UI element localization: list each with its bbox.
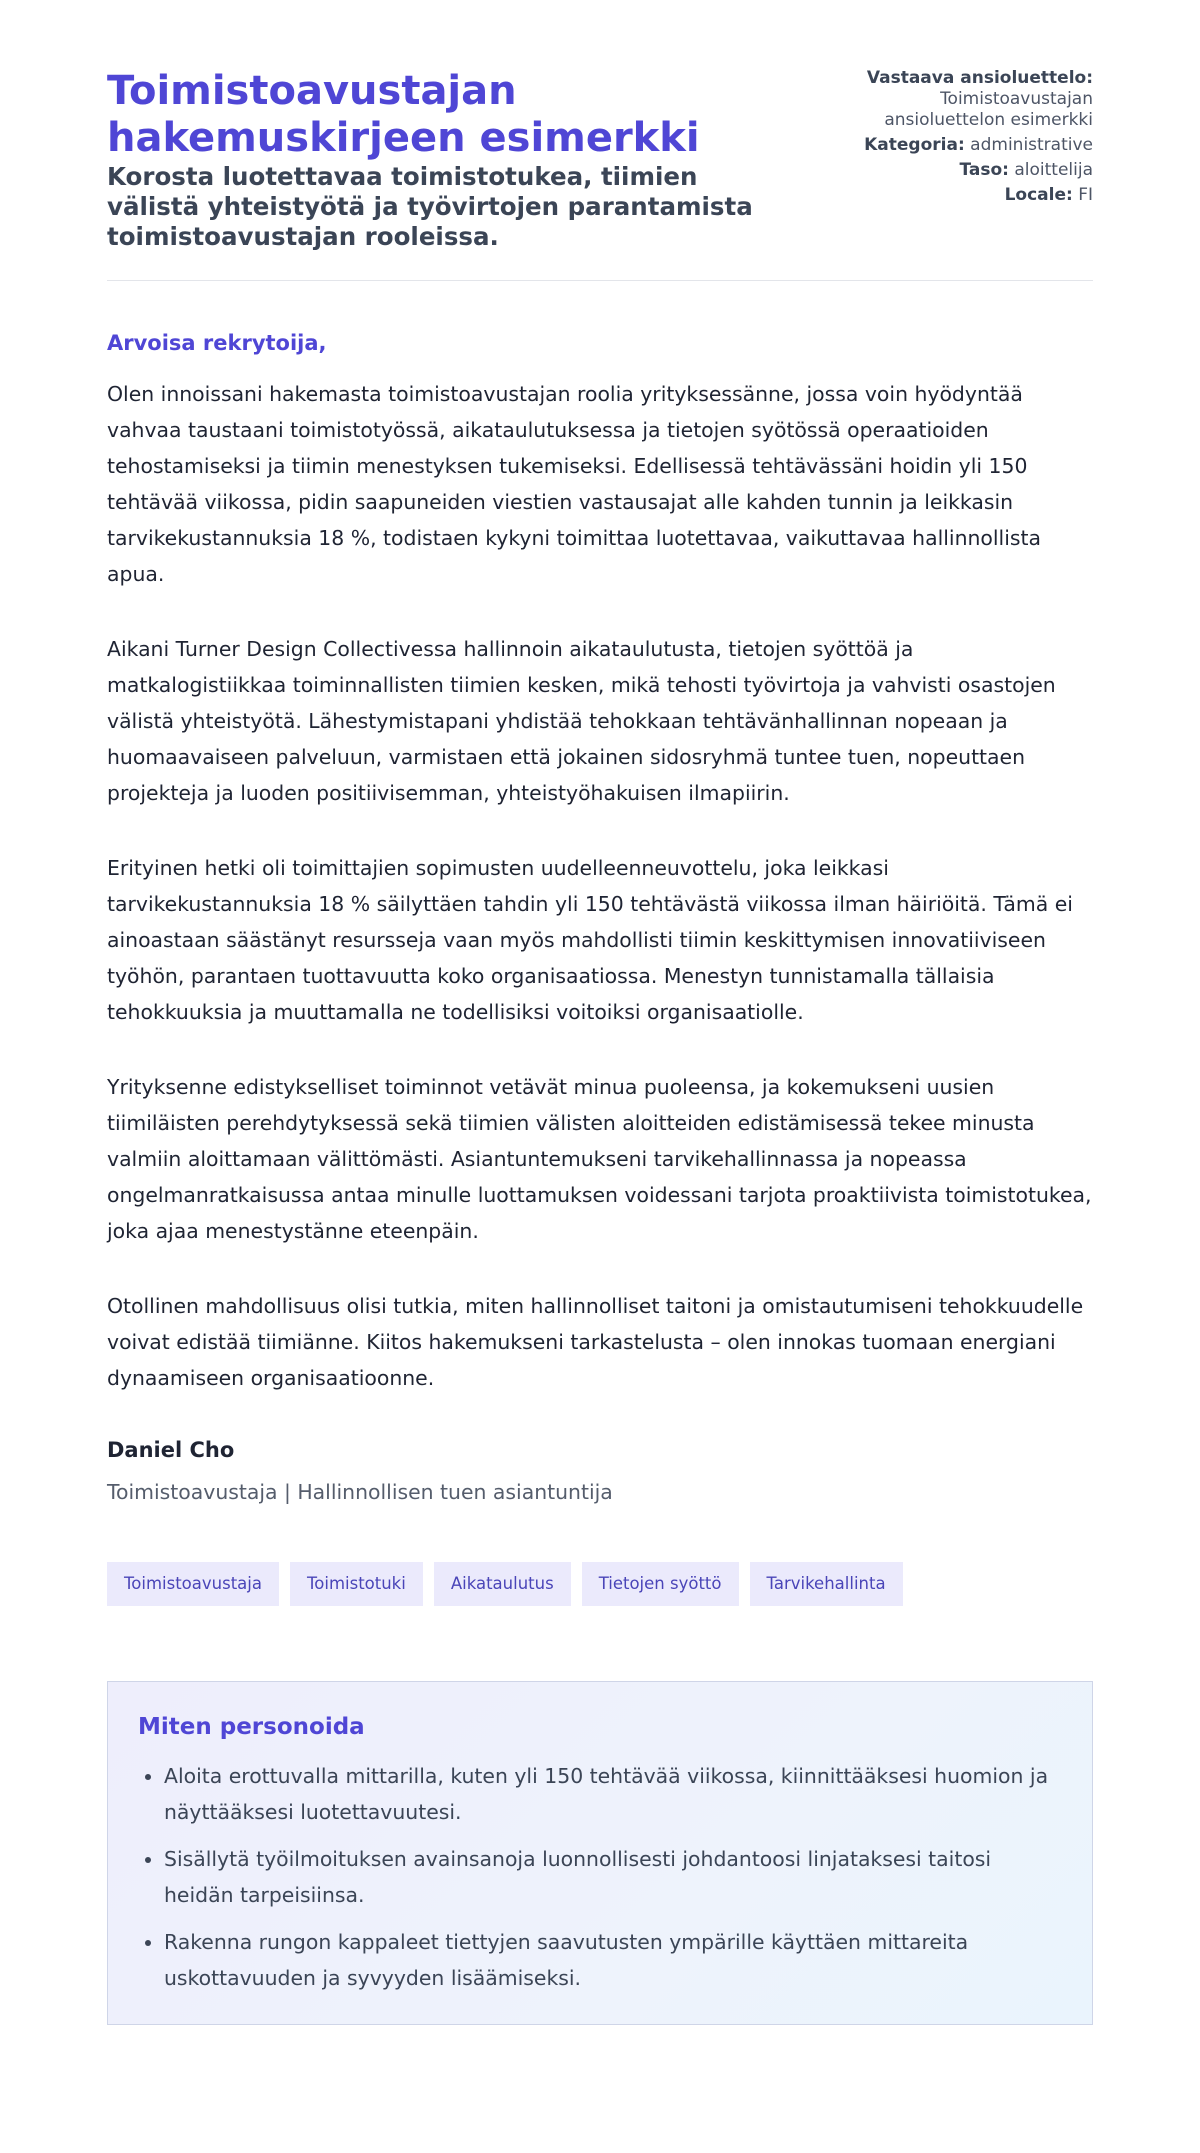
letter-paragraph: Olen innoissani hakemasta toimistoavustajan roolia yrityksessänne, jossa voin hyödyntää vahvaa taustaani toimistotyössä, aikataulutuksessa ja tietojen syötössä operaatioiden tehostamiseksi ja tiimin menestyksen tukemiseksi. Edellisessä tehtävässäni hoidin yli 150 tehtävää viikossa, pidin saapuneiden viestien vastausajat alle kahden tunnin ja leikkasin tarvikekustannuksia 18 %, todistaen kykyni toimittaa luotettavaa, vaikuttavaa hallinnollista apua. — [107, 382, 1042, 586]
meta-level — [777, 160, 1093, 181]
meta-locale-label: Locale: — [1004, 185, 1073, 205]
letter-paragraph: Yrityksenne edistykselliset toiminnot vetävät minua puoleensa, ja kokemukseni uusien tiimiläisten perehdytyksessä sekä tiimien välisten aloitteiden edistämisessä tekee minusta valmiin aloittamaan välittömästi. Asiantuntemukseni tarvikehallinnassa ja nopeassa ongelmanratkaisussa antaa minulle luottamuksen voidessani tarjota proaktiivista toimistotukea, joka ajaa menestystänne eteenpäin. — [107, 1075, 1092, 1243]
tip-item: • Aloita erottuvalla mittarilla, kuten yli 150 tehtävää viikossa, kiinnittääksesi huomion ja näyttääksesi luotettavuutesi. — [164, 1758, 1062, 1830]
tag-list — [107, 1562, 1093, 1606]
page-header — [107, 68, 1093, 281]
title-block — [107, 68, 777, 252]
metadata-panel — [777, 68, 1093, 210]
tag: Toimistotuki — [290, 1562, 423, 1606]
meta-locale-value: FI — [1078, 185, 1093, 205]
letter-body — [107, 376, 1093, 1396]
meta-category — [777, 135, 1093, 156]
tag: Aikataulutus — [434, 1562, 571, 1606]
meta-locale — [777, 185, 1093, 206]
personalization-tips-box — [107, 1681, 1093, 2025]
meta-category-value: administrative — [970, 135, 1093, 155]
meta-level-label: Taso: — [959, 160, 1009, 180]
meta-resume-value: Toimistoavustajan ansioluettelon esimerkki — [884, 89, 1093, 130]
letter-paragraph: Otollinen mahdollisuus olisi tutkia, miten hallinnolliset taitoni ja omistautumiseni tehokkuudelle voivat edistää tiimiänne. Kiitos hakemukseni tarkastelusta – olen innokas tuomaan energiani dynaamiseen organisaatioonne. — [107, 1294, 1084, 1390]
tag: Tietojen syöttö — [582, 1562, 739, 1606]
letter-salutation: Arvoisa rekrytoija, — [107, 331, 327, 355]
page-title: Toimistoavustajan hakemuskirjeen esimerkki — [107, 68, 700, 161]
tag: Toimistoavustaja — [107, 1562, 279, 1606]
signature-block — [107, 1435, 1093, 1507]
tips-title: Miten personoida — [138, 1714, 365, 1740]
page-subtitle: Korosta luotettavaa toimistotukea, tiimien välistä yhteistyötä ja työvirtojen parantamista toimistoavustajan rooleissa. — [107, 162, 753, 251]
tip-item: • Sisällytä työilmoituksen avainsanoja luonnollisesti johdantoosi linjataksesi taitosi heidän tarpeisiinsa. — [164, 1841, 1062, 1913]
signature-name: Daniel Cho — [107, 1438, 235, 1462]
meta-resume-label: Vastaava ansioluettelo: — [866, 68, 1093, 88]
letter-paragraph: Aikani Turner Design Collectivessa hallinnoin aikataulutusta, tietojen syöttöä ja matkalogistiikkaa toiminnallisten tiimien kesken, mikä tehosti työvirtoja ja vahvisti osastojen välistä yhteistyötä. Lähestymistapani yhdistää tehokkaan tehtävänhallinnan nopeaan ja huomaavaiseen palveluun, varmistaen että jokainen sidosryhmä tuntee tuen, nopeuttaen projekteja ja luoden positiivisemman, yhteistyöhakuisen ilmapiirin. — [107, 637, 1056, 805]
letter-paragraph: Erityinen hetki oli toimittajien sopimusten uudelleenneuvottelu, joka leikkasi tarvikekustannuksia 18 % säilyttäen tahdin yli 150 tehtävästä viikossa ilman häiriöitä. Tämä ei ainoastaan säästänyt resursseja vaan myös mahdollisti tiimin keskittymisen innovatiiviseen työhön, parantaen tuottavuutta koko organisaatiossa. Menestyn tunnistamalla tällaisia tehokkuuksia ja muuttamalla ne todellisiksi voitoiksi organisaatiolle. — [107, 856, 1073, 1024]
tips-list — [138, 1758, 1062, 1996]
signature-role: Toimistoavustaja | Hallinnollisen tuen asiantuntija — [107, 1480, 613, 1504]
tip-item: • Rakenna rungon kappaleet tiettyjen saavutusten ympärille käyttäen mittareita uskottavuuden ja syvyyden lisäämiseksi. — [164, 1924, 1062, 1996]
meta-resume — [777, 68, 1093, 131]
tag: Tarvikehallinta — [750, 1562, 903, 1606]
meta-level-value: aloittelija — [1014, 160, 1093, 180]
meta-category-label: Kategoria: — [864, 135, 965, 155]
